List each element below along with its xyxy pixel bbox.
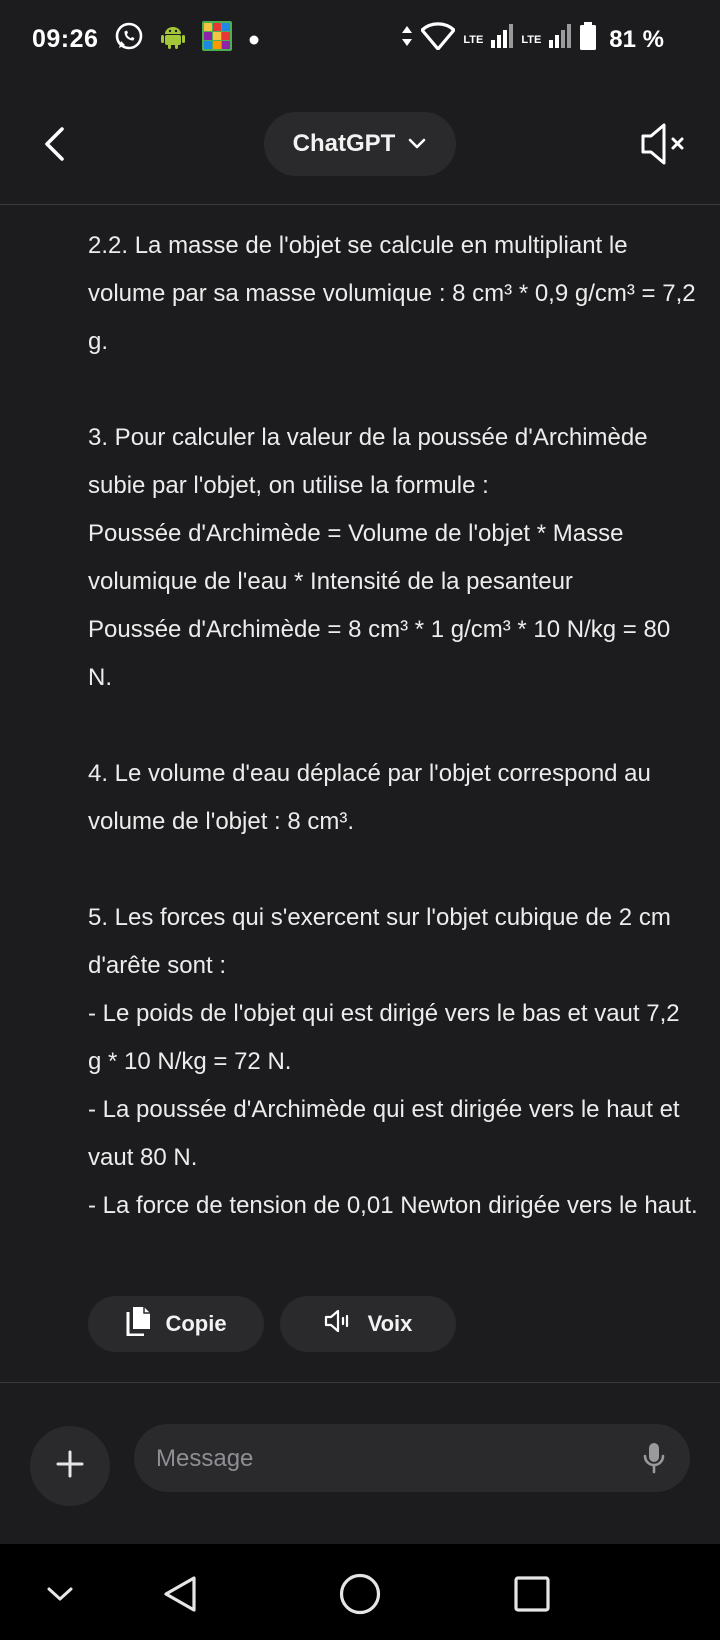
message-composer bbox=[134, 1424, 690, 1492]
model-label: ChatGPT bbox=[292, 130, 396, 157]
message-actions bbox=[88, 1296, 456, 1352]
copy-button[interactable] bbox=[88, 1296, 264, 1352]
nav-home-button[interactable] bbox=[332, 1568, 388, 1624]
voice-label: Voix bbox=[367, 1311, 413, 1336]
composer-divider bbox=[0, 1382, 720, 1383]
message-paragraph: 2.2. La masse de l'objet se calcule en multipliant le volume par sa masse volumique : 8 cm³ * 0,9 g/cm³ = 7,2 g. bbox=[88, 232, 703, 355]
mic-button[interactable] bbox=[634, 1438, 674, 1482]
chevron-down-icon bbox=[45, 1584, 75, 1609]
android-icon bbox=[160, 22, 186, 57]
chevron-down-icon bbox=[407, 130, 427, 158]
plus-icon bbox=[55, 1449, 85, 1484]
model-selector[interactable] bbox=[264, 112, 456, 176]
battery-icon bbox=[579, 22, 597, 57]
home-circle-icon bbox=[338, 1572, 382, 1621]
whatsapp-icon bbox=[114, 21, 144, 58]
speaker-toggle-button[interactable] bbox=[636, 120, 692, 172]
status-bar bbox=[0, 0, 720, 78]
data-arrows-icon bbox=[401, 24, 413, 55]
recents-square-icon bbox=[512, 1574, 552, 1619]
copy-label: Copie bbox=[165, 1311, 227, 1336]
message-input[interactable] bbox=[154, 1424, 618, 1494]
message-paragraph: 4. Le volume d'eau déplacé par l'objet correspond au volume de l'objet : 8 cm³. bbox=[88, 760, 658, 835]
notification-dot-icon bbox=[248, 25, 260, 53]
system-nav-bar bbox=[0, 1544, 720, 1640]
voice-button[interactable] bbox=[280, 1296, 456, 1352]
attach-button[interactable] bbox=[30, 1426, 110, 1506]
assistant-message bbox=[88, 222, 703, 1230]
back-arrow-icon bbox=[42, 126, 66, 167]
back-button[interactable] bbox=[30, 122, 78, 170]
message-paragraph: 5. Les forces qui s'exercent sur l'objet cubique de 2 cm d'arête sont : - Le poids de l'objet qui est dirigé vers le bas et vaut 7,2 g * 10 N/kg = 72 N. - La poussée d'Archimède qui est dirigée vers le haut et vaut 80 N. - La force de tension de 0,01 Newton dirigée vers le haut. bbox=[88, 904, 698, 1219]
speaker-icon bbox=[324, 1309, 354, 1339]
message-paragraph: 3. Pour calculer la valeur de la poussée d'Archimède subie par l'objet, on utilise la formule : Poussée d'Archimède = Volume de l'objet * Masse volumique de l'eau * Intensité de la pesanteur Poussée d'Archimède = 8 cm³ * 1 g/cm³ * 10 N/kg = 80 N. bbox=[88, 424, 671, 691]
battery-percent: 81 % bbox=[609, 25, 664, 53]
mic-icon bbox=[642, 1441, 666, 1480]
nav-hide-keyboard-button[interactable] bbox=[32, 1568, 88, 1624]
signal-icon bbox=[491, 24, 513, 55]
chat-header bbox=[0, 100, 720, 205]
wifi-icon bbox=[421, 22, 455, 57]
nav-recents-button[interactable] bbox=[504, 1568, 560, 1624]
speaker-muted-icon bbox=[640, 122, 688, 171]
network-label-1: LTE bbox=[463, 33, 484, 46]
back-triangle-icon bbox=[160, 1574, 200, 1619]
status-right bbox=[401, 22, 664, 57]
copy-icon bbox=[125, 1306, 151, 1342]
game-app-icon bbox=[202, 21, 232, 58]
network-label-2: LTE bbox=[521, 33, 542, 46]
nav-back-button[interactable] bbox=[152, 1568, 208, 1624]
signal-icon bbox=[549, 24, 571, 55]
status-left bbox=[32, 21, 260, 58]
status-time: 09:26 bbox=[32, 24, 99, 53]
